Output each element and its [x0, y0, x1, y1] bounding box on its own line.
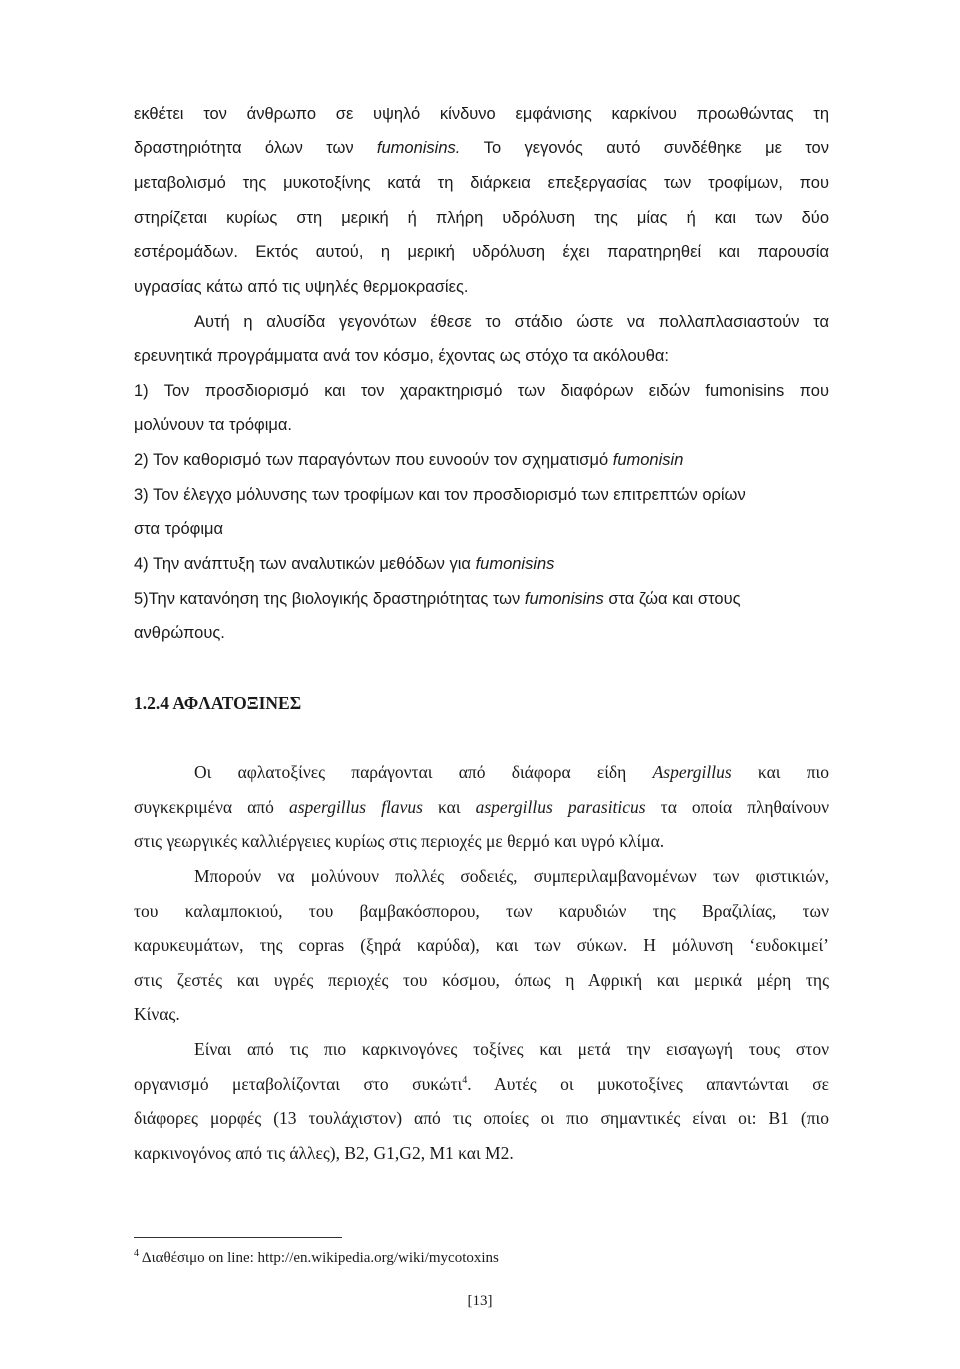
italic-term: aspergillus parasiticus — [475, 797, 646, 817]
paragraph-line: Αυτή η αλυσίδα γεγονότων έθεσε το στάδιο ώστε να πολλαπλασιαστούν τα — [194, 313, 829, 331]
text-run: 2) Τον καθορισμό των παραγόντων που ευνοούν τον σχηματισμό — [134, 451, 613, 469]
paragraph-line: στις γεωργικές καλλιέργειες κυρίως στις περιοχές με θερμό και υγρό κλίμα. — [134, 831, 665, 851]
paragraph-line: καρκινογόνος από τις άλλες), Β2, G1,G2, Μ1 και Μ2. — [134, 1143, 514, 1163]
paragraph-line: διάφορες μορφές (13 τουλάχιστον) από τις οποίες οι πιο σημαντικές είναι οι: Β1 (πιο — [134, 1108, 829, 1128]
text-run: 4) Την ανάπτυξη των αναλυτικών μεθόδων για — [134, 555, 476, 573]
footnote-text: Διαθέσιμο on line: http://en.wikipedia.org/wiki/mycotoxins — [139, 1250, 499, 1266]
paragraph-line — [134, 796, 829, 818]
text-run: τα οποία πληθαίνουν — [645, 797, 830, 817]
paragraph-line: μεταβολισμό της μυκοτοξίνης κατά τη διάρκεια επεξεργασίας των τροφίμων, που — [134, 174, 829, 192]
footnote — [134, 1250, 499, 1267]
text-run: Οι αφλατοξίνες παράγονται από διάφορα είδη — [194, 762, 653, 782]
paragraph-line: Κίνας. — [134, 1004, 180, 1024]
page-number: [13] — [467, 1293, 493, 1309]
paragraph-line: Μπορούν να μολύνουν πολλές σοδειές, συμπεριλαμβανομένων των φιστικιών, — [194, 866, 829, 886]
paragraph-line: στηρίζεται κυρίως στη μερική ή πλήρη υδρόλυση της μίας ή και των δύο — [134, 209, 829, 227]
paragraph-line: ερευνητικά προγράμματα ανά τον κόσμο, έχοντας ως στόχο τα ακόλουθα: — [134, 347, 670, 365]
list-item: μολύνουν τα τρόφιμα. — [134, 416, 293, 434]
section-heading: 1.2.4 ΑΦΛΑΤΟΞΙΝΕΣ — [134, 693, 302, 713]
paragraph-line: του καλαμποκιού, του βαμβακόσπορου, των καρυδιών της Βραζιλίας, των — [134, 901, 829, 921]
text-run: στα ζώα και στους — [603, 590, 741, 608]
text-run: 5)Την κατανόηση της βιολογικής δραστηριότητας των — [134, 590, 525, 608]
paragraph-line — [134, 137, 829, 159]
text-run: Το γεγονός αυτό συνδέθηκε με τον — [460, 139, 829, 157]
list-item — [134, 449, 829, 471]
footnote-marker: 4 — [134, 1248, 139, 1259]
italic-term: fumonisins — [524, 590, 604, 608]
italic-term: fumonisins — [475, 555, 555, 573]
list-item — [134, 553, 829, 575]
paragraph-line — [194, 761, 829, 783]
italic-term: aspergillus flavus — [288, 797, 423, 817]
footnote-divider — [134, 1237, 342, 1238]
list-item: στα τρόφιμα — [134, 520, 224, 538]
list-item — [134, 588, 829, 610]
list-item: 3) Τον έλεγχο μόλυνσης των τροφίμων και τον προσδιορισμό των επιτρεπτών ορίων — [134, 486, 746, 504]
text-run: και — [422, 797, 476, 817]
list-item: ανθρώπους. — [134, 624, 225, 642]
list-item: 1) Τον προσδιορισμό και τον χαρακτηρισμό των διαφόρων ειδών fumonisins που — [134, 382, 829, 400]
italic-term: fumonisins. — [376, 139, 461, 157]
italic-term: Aspergillus — [652, 762, 732, 782]
paragraph-line: Είναι από τις πιο καρκινογόνες τοξίνες και μετά την εισαγωγή τους στον — [194, 1039, 829, 1059]
paragraph-line: εστέρομάδων. Εκτός αυτού, η μερική υδρόλυση έχει παρατηρηθεί και παρουσία — [134, 243, 829, 261]
paragraph-line: υγρασίας κάτω από τις υψηλές θερμοκρασίες. — [134, 278, 469, 296]
paragraph-line: καρυκευμάτων, της copras (ξηρά καρύδα), και των σύκων. Η μόλυνση ‘ευδοκιμεί’ — [134, 935, 829, 955]
footnote-ref: 4 — [462, 1075, 468, 1087]
paragraph-line — [134, 1073, 829, 1095]
text-run: δραστηριότητα όλων των — [134, 139, 377, 157]
paragraph-line: εκθέτει τον άνθρωπο σε υψηλό κίνδυνο εμφάνισης καρκίνου προωθώντας τη — [134, 105, 829, 123]
text-run: συγκεκριμένα από — [134, 797, 289, 817]
paragraph-line: στις ζεστές και υγρές περιοχές του κόσμου, όπως η Αφρική και μερικά μέρη της — [134, 970, 829, 990]
italic-term: fumonisin — [612, 451, 684, 469]
text-run: και πιο — [731, 762, 829, 782]
text-run: . Αυτές οι μυκοτοξίνες απαντώνται σε — [467, 1074, 829, 1094]
text-run: οργανισμό μεταβολίζονται στο συκώτι — [134, 1074, 463, 1094]
